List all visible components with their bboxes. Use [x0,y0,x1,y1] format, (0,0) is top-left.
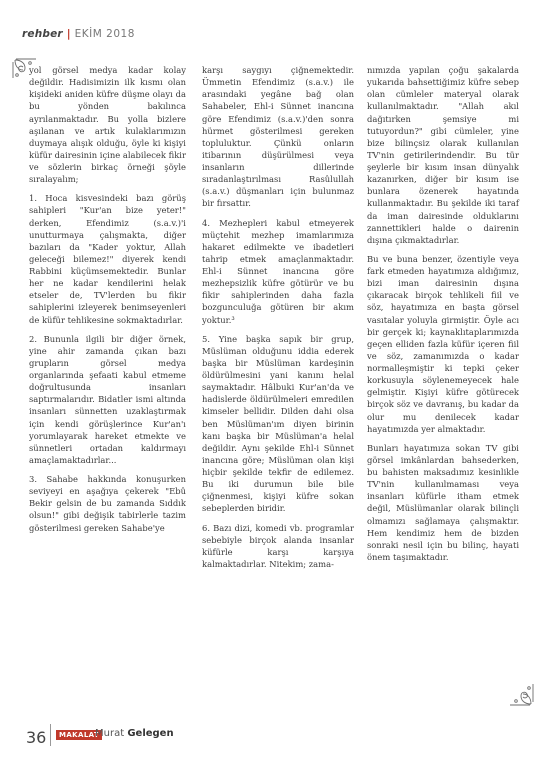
issue-date: EKİM 2018 [74,28,135,40]
text-column-1 [29,64,186,541]
section-badge: MAKALAT [56,730,102,740]
corner-ornament-bottom-right-icon [506,680,534,706]
paragraph: Bunları hayatımıza sokan TV gibi görsel imkânlardan bahsederken, bu bahisten maksadımız kesinlikle TV'nin kullanılmaması veya insanları küfürle itham etmek değil, Müslümanlar olarak bilinçli olmamızı sağlamaya çalışmaktır. Hem kendimiz hem de bizden sonraki nesil için bu bilinç, hayati önem taşımaktadır. [367,442,519,562]
paragraph: Bu ve buna benzer, özentiyle veya fark etmeden hayatımıza aldığımız, bizi iman dairesinin dışına çıkaracak birçok tehlikeli fiil ve söz, hayatımıza en başta görsel vasıtalar yoluyla girmiştir. Öyle acı bir gerçek ki; kaynaklıtaplarımızda geçen elliden fazla küfür içeren fiil ve söz, zamanımızda o kadar normalleşmiştir ki tepki çeker korkusuyla söylenemeyecek hale gelmiştir. Kişiyi küfre götürecek birçok söz ve davranış, bu kadar da olur mu denilecek kadar hayatımızda yer almaktadır. [367,253,519,434]
paragraph: yol görsel medya kadar kolay değildir. Hadisimizin ilk kısmı olan kişideki aniden küfre düşme olayı da bu yönden bakılınca ayrılanmaktadır. Bu yolla bizlere aşılanan ve artık kulaklarımızın duymaya alışık olduğu, öyle ki kişiyi küfür dairesinin içine alabilecek fikir ve sözlerin birkaç örneği şöyle sıralayalım; [29,65,186,185]
header-separator: | [66,28,71,40]
paragraph: karşı saygıyı çiğnemektedir. Ümmetin Efendimiz (s.a.v.) ile arasındaki yegâne bağ olan Sahabeler, Ehl-i Sünnet inancına göre Efendimiz (s.a.v.)'den sonra hürmet gösterilmesi gereken topluluktur. Çünkü onların itibarının düşürülmesi veya insanların dillerinde sıradanlaştırılması Rasûlullah (s.a.v.) düşmanları için bulunmaz bir fırsattır. [202,65,354,209]
paragraph: 6. Bazı dizi, komedi vb. programlar sebebiyle birçok alanda insanlar küfürle karşı karşıya kalmaktadırlar. Nitekim; zama- [202,522,354,569]
magazine-logo: rehber [22,28,63,40]
author-name [95,728,174,739]
paragraph: 4. Mezhepleri kabul etmeyerek müçtehit mezhep imamlarımıza hakaret edilmekte ve ibadetleri tahrip etmek amaçlanmaktadır. Ehl-i Sünnet inancına göre mezhepsizlik küfre götürür ve bu fikir sahiplerinden daha fazla bozgunculuğa götüren bir akım yoktur.³ [202,217,354,325]
paragraph: 2. Bununla ilgili bir diğer örnek, yine ahir zamanda çıkan bazı grupların görsel medya organlarında şefaati kabul etmeme doğrultusunda insanları saptırmalarıdır. Bidatler ismi altında insanları sünnetten uzaklaştırmak için kendi görüşlerince Kur'an'ı yorumlayarak hareket etmekte ve sünnetleri ortadan kaldırmayı amaçlamaktadırlar... [29,333,186,465]
author-last-name: Gelegen [127,728,174,739]
paragraph: 5. Yine başka sapık bir grup, Müslüman olduğunu iddia ederek başka bir Müslüman kardeşinin öldürülmesini yani kanını helal saymaktadır. Hâlbuki Kur'an'da ve hadislerde öldürülmeleri emredilen kimseler bellidir. Dilden dahi olsa ben Müslüman'ım diyen birinin kanı başka bir Müslüman'a helal değildir. Aynı şekilde Ehl-i Sünnet inancına göre; Müslüman olan kişi hiçbir şekilde tekfir de edilemez. Bu iki durumun bile bile çiğnenmesi, kişiyi küfre sokan sebeplerden biridir. [202,333,354,514]
paragraph: 3. Sahabe hakkında konuşurken seviyeyi en aşağıya çekerek "Ebû Bekir gelsin de bu zamanda Sıddık olsun!" gibi değişik tabirlerle tazim gösterilmesi gereken Sahabe'ye [29,474,186,533]
paragraph: 1. Hoca kisvesindeki bazı görüş sahipleri "Kur'an bize yeter!" derken, Efendimiz (s.a.v.)'i unutturmaya çalışmakta, diğer bazıları da "Kader yoktur, Allah geleceği bilemez!" diyerek kendi Rabbini küçümsemektedir. Bunlar her ne kadar kendilerini helak etseler de, TV'lerden bu fikir sahiplerini izleyerek benimseyenleri de küfür tehlikesine sokmaktadırlar. [29,193,186,325]
footer-divider [50,724,51,746]
magazine-header [22,28,135,40]
page-number: 36 [26,728,47,747]
text-column-2 [202,64,354,577]
paragraph: nımızda yapılan çoğu şakalarda yukarıda bahsettiğimiz küfre sebep olan cümleler materyal olarak kullanılmaktadır. "Allah akıl dağıtırken şemsiye mi tutuyordun?" gibi cümleler, yine bize bilinçsiz olarak kullanılan TV'nin getirilerindendir. Bu tür şeylerle bir kısım insan dünyalık kazanırken, diğer bir kısım ise bunlara özenerek hayatında kullanmaktadır. Bu şekilde iki taraf da iman dairesinde olduklarını zannettikleri halde o dairenin dışına çıkmaktadırlar. [367,65,519,245]
text-column-3 [367,64,519,570]
author-first-name: Murat [95,728,125,739]
